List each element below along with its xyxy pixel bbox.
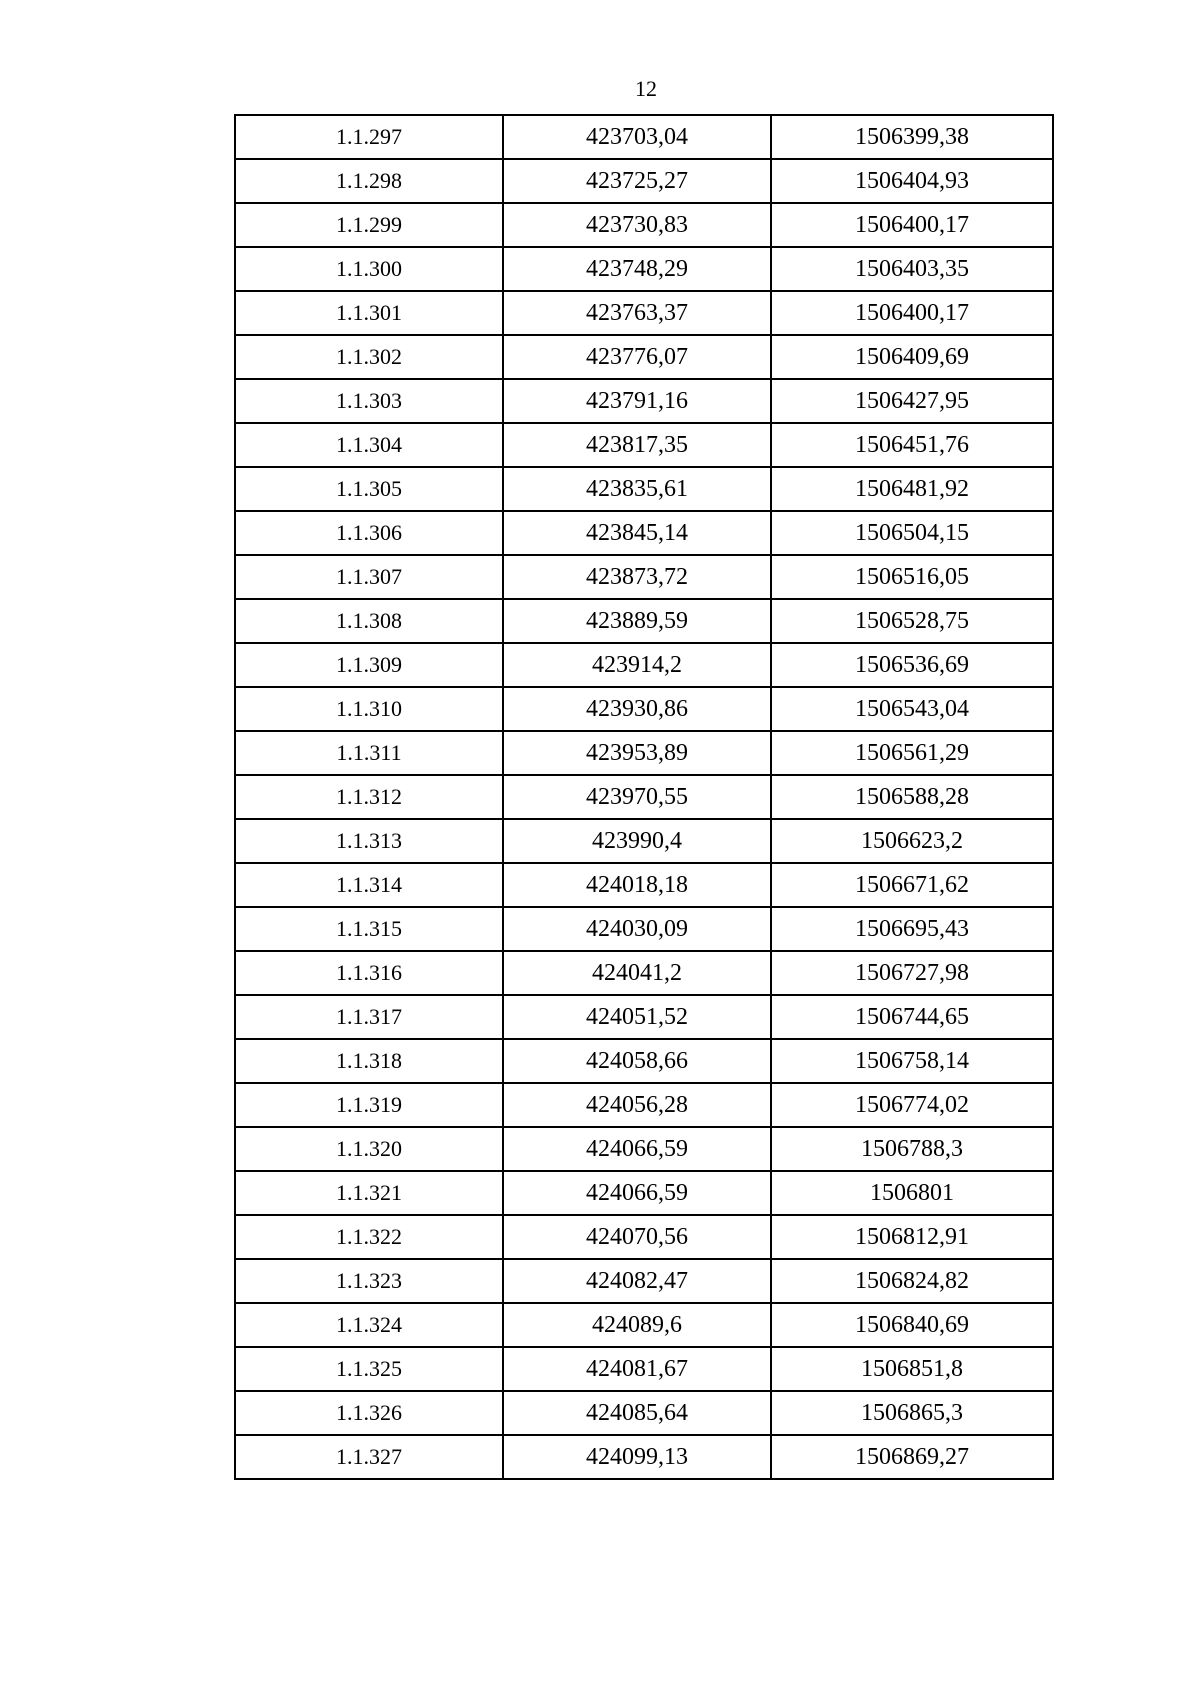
x-coordinate-cell: 423914,2 xyxy=(503,643,771,687)
table-row xyxy=(235,863,1053,907)
x-coordinate-cell: 424081,67 xyxy=(503,1347,771,1391)
x-coordinate-cell: 424056,28 xyxy=(503,1083,771,1127)
y-coordinate-cell: 1506671,62 xyxy=(771,863,1053,907)
point-id-cell: 1.1.311 xyxy=(235,731,503,775)
x-coordinate-cell: 423776,07 xyxy=(503,335,771,379)
table-row xyxy=(235,511,1053,555)
point-id-cell: 1.1.320 xyxy=(235,1127,503,1171)
table-row xyxy=(235,379,1053,423)
x-coordinate-cell: 424085,64 xyxy=(503,1391,771,1435)
table-row xyxy=(235,1083,1053,1127)
point-id-cell: 1.1.314 xyxy=(235,863,503,907)
point-id-cell: 1.1.318 xyxy=(235,1039,503,1083)
table-row xyxy=(235,731,1053,775)
coordinates-table-body xyxy=(235,115,1053,1479)
x-coordinate-cell: 423725,27 xyxy=(503,159,771,203)
y-coordinate-cell: 1506758,14 xyxy=(771,1039,1053,1083)
y-coordinate-cell: 1506399,38 xyxy=(771,115,1053,159)
table-row xyxy=(235,1215,1053,1259)
y-coordinate-cell: 1506400,17 xyxy=(771,203,1053,247)
x-coordinate-cell: 423703,04 xyxy=(503,115,771,159)
point-id-cell: 1.1.304 xyxy=(235,423,503,467)
y-coordinate-cell: 1506427,95 xyxy=(771,379,1053,423)
y-coordinate-cell: 1506788,3 xyxy=(771,1127,1053,1171)
y-coordinate-cell: 1506774,02 xyxy=(771,1083,1053,1127)
y-coordinate-cell: 1506744,65 xyxy=(771,995,1053,1039)
point-id-cell: 1.1.306 xyxy=(235,511,503,555)
point-id-cell: 1.1.298 xyxy=(235,159,503,203)
table-row xyxy=(235,819,1053,863)
table-row xyxy=(235,1435,1053,1479)
y-coordinate-cell: 1506851,8 xyxy=(771,1347,1053,1391)
y-coordinate-cell: 1506451,76 xyxy=(771,423,1053,467)
y-coordinate-cell: 1506824,82 xyxy=(771,1259,1053,1303)
table-row xyxy=(235,775,1053,819)
x-coordinate-cell: 423873,72 xyxy=(503,555,771,599)
x-coordinate-cell: 423817,35 xyxy=(503,423,771,467)
point-id-cell: 1.1.317 xyxy=(235,995,503,1039)
table-row xyxy=(235,1039,1053,1083)
y-coordinate-cell: 1506528,75 xyxy=(771,599,1053,643)
point-id-cell: 1.1.302 xyxy=(235,335,503,379)
y-coordinate-cell: 1506588,28 xyxy=(771,775,1053,819)
table-row xyxy=(235,159,1053,203)
x-coordinate-cell: 423763,37 xyxy=(503,291,771,335)
y-coordinate-cell: 1506869,27 xyxy=(771,1435,1053,1479)
point-id-cell: 1.1.327 xyxy=(235,1435,503,1479)
table-row xyxy=(235,291,1053,335)
point-id-cell: 1.1.326 xyxy=(235,1391,503,1435)
x-coordinate-cell: 424066,59 xyxy=(503,1127,771,1171)
x-coordinate-cell: 423930,86 xyxy=(503,687,771,731)
point-id-cell: 1.1.316 xyxy=(235,951,503,995)
table-row xyxy=(235,467,1053,511)
y-coordinate-cell: 1506400,17 xyxy=(771,291,1053,335)
x-coordinate-cell: 424066,59 xyxy=(503,1171,771,1215)
x-coordinate-cell: 424058,66 xyxy=(503,1039,771,1083)
table-row xyxy=(235,1303,1053,1347)
x-coordinate-cell: 423953,89 xyxy=(503,731,771,775)
table-row xyxy=(235,687,1053,731)
table-row xyxy=(235,907,1053,951)
point-id-cell: 1.1.313 xyxy=(235,819,503,863)
x-coordinate-cell: 423889,59 xyxy=(503,599,771,643)
point-id-cell: 1.1.312 xyxy=(235,775,503,819)
table-row xyxy=(235,1171,1053,1215)
point-id-cell: 1.1.321 xyxy=(235,1171,503,1215)
table-row xyxy=(235,995,1053,1039)
table-row xyxy=(235,1127,1053,1171)
x-coordinate-cell: 423835,61 xyxy=(503,467,771,511)
x-coordinate-cell: 424089,6 xyxy=(503,1303,771,1347)
y-coordinate-cell: 1506623,2 xyxy=(771,819,1053,863)
x-coordinate-cell: 423730,83 xyxy=(503,203,771,247)
y-coordinate-cell: 1506727,98 xyxy=(771,951,1053,995)
page-number: 12 xyxy=(635,76,657,101)
point-id-cell: 1.1.325 xyxy=(235,1347,503,1391)
point-id-cell: 1.1.308 xyxy=(235,599,503,643)
table-row xyxy=(235,203,1053,247)
point-id-cell: 1.1.300 xyxy=(235,247,503,291)
x-coordinate-cell: 423990,4 xyxy=(503,819,771,863)
table-row xyxy=(235,423,1053,467)
y-coordinate-cell: 1506695,43 xyxy=(771,907,1053,951)
y-coordinate-cell: 1506404,93 xyxy=(771,159,1053,203)
x-coordinate-cell: 423748,29 xyxy=(503,247,771,291)
table-row xyxy=(235,1391,1053,1435)
point-id-cell: 1.1.309 xyxy=(235,643,503,687)
x-coordinate-cell: 424099,13 xyxy=(503,1435,771,1479)
point-id-cell: 1.1.307 xyxy=(235,555,503,599)
y-coordinate-cell: 1506409,69 xyxy=(771,335,1053,379)
x-coordinate-cell: 424030,09 xyxy=(503,907,771,951)
table-row xyxy=(235,951,1053,995)
point-id-cell: 1.1.323 xyxy=(235,1259,503,1303)
table-row xyxy=(235,115,1053,159)
x-coordinate-cell: 424082,47 xyxy=(503,1259,771,1303)
y-coordinate-cell: 1506403,35 xyxy=(771,247,1053,291)
y-coordinate-cell: 1506536,69 xyxy=(771,643,1053,687)
point-id-cell: 1.1.322 xyxy=(235,1215,503,1259)
point-id-cell: 1.1.305 xyxy=(235,467,503,511)
y-coordinate-cell: 1506516,05 xyxy=(771,555,1053,599)
point-id-cell: 1.1.324 xyxy=(235,1303,503,1347)
point-id-cell: 1.1.319 xyxy=(235,1083,503,1127)
y-coordinate-cell: 1506561,29 xyxy=(771,731,1053,775)
table-row xyxy=(235,643,1053,687)
table-row xyxy=(235,599,1053,643)
point-id-cell: 1.1.310 xyxy=(235,687,503,731)
y-coordinate-cell: 1506481,92 xyxy=(771,467,1053,511)
y-coordinate-cell: 1506543,04 xyxy=(771,687,1053,731)
y-coordinate-cell: 1506812,91 xyxy=(771,1215,1053,1259)
point-id-cell: 1.1.297 xyxy=(235,115,503,159)
table-row xyxy=(235,555,1053,599)
point-id-cell: 1.1.303 xyxy=(235,379,503,423)
y-coordinate-cell: 1506840,69 xyxy=(771,1303,1053,1347)
coordinates-table xyxy=(234,114,1054,1480)
x-coordinate-cell: 424051,52 xyxy=(503,995,771,1039)
point-id-cell: 1.1.299 xyxy=(235,203,503,247)
point-id-cell: 1.1.315 xyxy=(235,907,503,951)
x-coordinate-cell: 423970,55 xyxy=(503,775,771,819)
table-row xyxy=(235,335,1053,379)
x-coordinate-cell: 424041,2 xyxy=(503,951,771,995)
x-coordinate-cell: 423791,16 xyxy=(503,379,771,423)
x-coordinate-cell: 423845,14 xyxy=(503,511,771,555)
y-coordinate-cell: 1506865,3 xyxy=(771,1391,1053,1435)
table-row xyxy=(235,1347,1053,1391)
x-coordinate-cell: 424070,56 xyxy=(503,1215,771,1259)
point-id-cell: 1.1.301 xyxy=(235,291,503,335)
table-row xyxy=(235,247,1053,291)
y-coordinate-cell: 1506801 xyxy=(771,1171,1053,1215)
x-coordinate-cell: 424018,18 xyxy=(503,863,771,907)
table-row xyxy=(235,1259,1053,1303)
y-coordinate-cell: 1506504,15 xyxy=(771,511,1053,555)
